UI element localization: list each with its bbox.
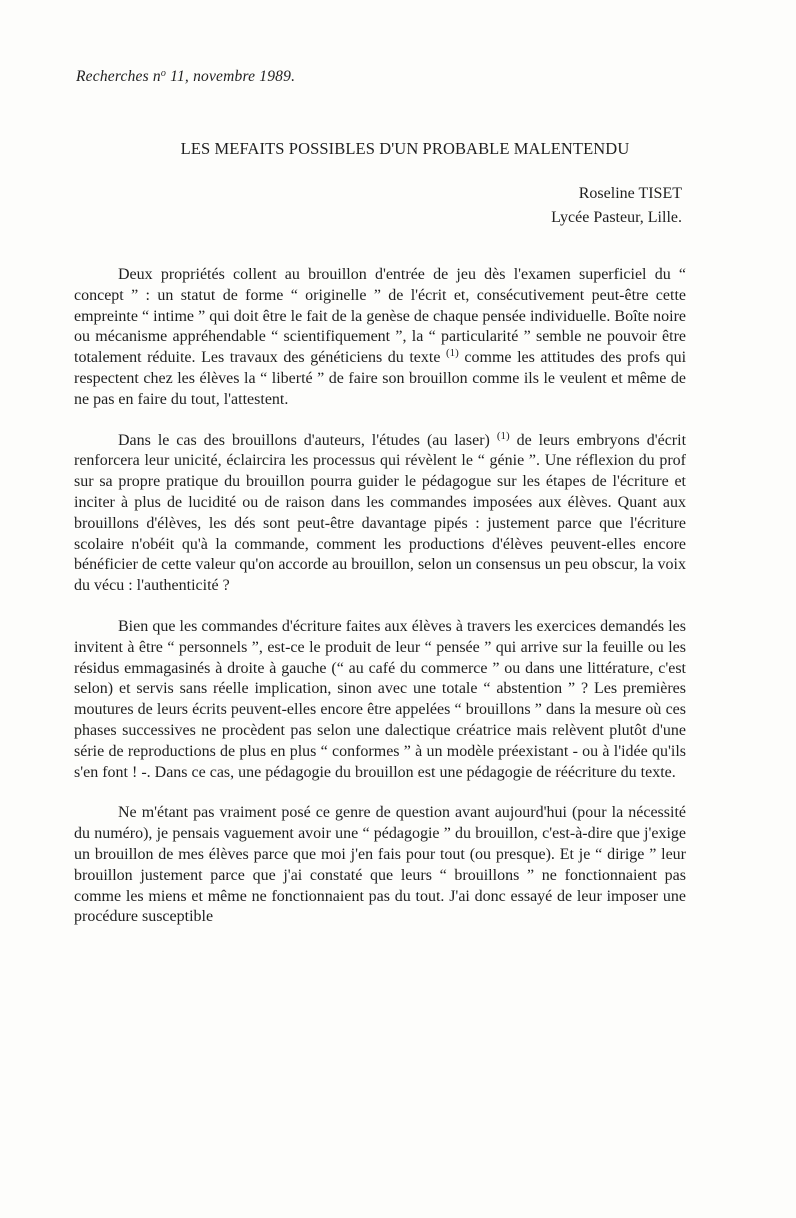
paragraph-4: Ne m'étant pas vraiment posé ce genre de question avant aujourd'hui (pour la nécessité du numéro), je pensais vaguement avoir une “ pédagogie ” du brouillon, c'est-à-dire que j'exige un brouillon de mes élèves parce que moi j'en fais pour tout (ou presque). Et je “ dirige ” leur brouillon justement parce que j'ai constaté que leurs “ brouillons ” ne fonctionnaient pas comme les miens et même ne fonctionnaient pas du tout. J'ai donc essayé de leur imposer une procédure susceptible bbox=[74, 804, 686, 926]
journal-reference bbox=[76, 68, 295, 86]
article-body bbox=[74, 265, 686, 948]
paragraph-1-text-a: Deux propriétés collent au brouillon d'entrée de jeu dès l'examen superficiel du “ concept ” : un statut de forme “ originelle ” de l'écrit et, consécutivement peut-être cette empreinte “ intime ” qui doit être le fait de la genèse de chaque pensée individuelle. Boîte noire ou mécanisme appréhendable “ scientifiquement ”, la “ particularité ” semble ne pouvoir être totalement réduite. Les travaux des généticiens du texte bbox=[74, 266, 686, 367]
journal-reference-sup: o bbox=[160, 68, 167, 79]
article-title: LES MEFAITS POSSIBLES D'UN PROBABLE MALENTENDU bbox=[180, 139, 630, 158]
paragraph-1 bbox=[74, 265, 686, 411]
paragraph-2-text-b: de leurs embryons d'écrit renforcera leur unicité, éclaircira les processus qui révèlent le “ génie ”. Une réflexion du prof sur sa propre pratique du brouillon pourra guider le pédagogue sur les étapes de l'écriture et inciter à plus de lucidité ou de raison dans les commandes imposées aux élèves. Quant aux brouillons d'élèves, les dés sont peut-être davantage pipés : justement parce que l'écriture scolaire n'obéit qu'à la commande, comment les productions d'élèves peuvent-elles encore bénéficier de cette valeur qu'on accorde au brouillon, selon un consensus un peu obscur, la voix du vécu : l'authenticité ? bbox=[74, 431, 687, 595]
author-affiliation: Lycée Pasteur, Lille. bbox=[551, 209, 682, 226]
paragraph-2-text-a: Dans le cas des brouillons d'auteurs, l'études (au laser) bbox=[118, 431, 497, 449]
footnote-ref-2: (1) bbox=[496, 429, 510, 442]
footnote-ref-1: (1) bbox=[446, 347, 459, 360]
paragraph-2 bbox=[74, 431, 686, 597]
author-name: Roseline TISET bbox=[578, 185, 682, 202]
journal-reference-text: Recherches n bbox=[76, 68, 161, 85]
journal-reference-date: 11, novembre 1989. bbox=[166, 68, 296, 85]
author-block bbox=[551, 182, 682, 230]
paragraph-1-text-b: comme les attitudes des profs qui respectent chez les élèves la “ liberté ” de faire son brouillon comme ils le veulent et même de ne pas en faire du tout, l'attestent. bbox=[74, 349, 687, 408]
paragraph-3: Bien que les commandes d'écriture faites aux élèves à travers les exercices demandés les invitent à être “ personnels ”, est-ce le produit de leur “ pensée ” qui arrive sur la feuille ou les résidus emmagasinés à droite à gauche (“ au café du commerce ” ou dans une littérature, c'est selon) et servis sans réelle implication, sinon avec une totale “ abstention ” ? Les premières moutures de leurs écrits peuvent-elles encore être appelées “ brouillons ” dans la mesure où ces phases successives ne procèdent pas selon une dalectique créatrice mais relèvent plutôt d'une série de reproductions de plus en plus “ conformes ” à un modèle préexistant - ou à l'idée qu'ils s'en font ! -. Dans ce cas, une pédagogie du brouillon est une pédagogie de réécriture du texte. bbox=[74, 617, 686, 781]
